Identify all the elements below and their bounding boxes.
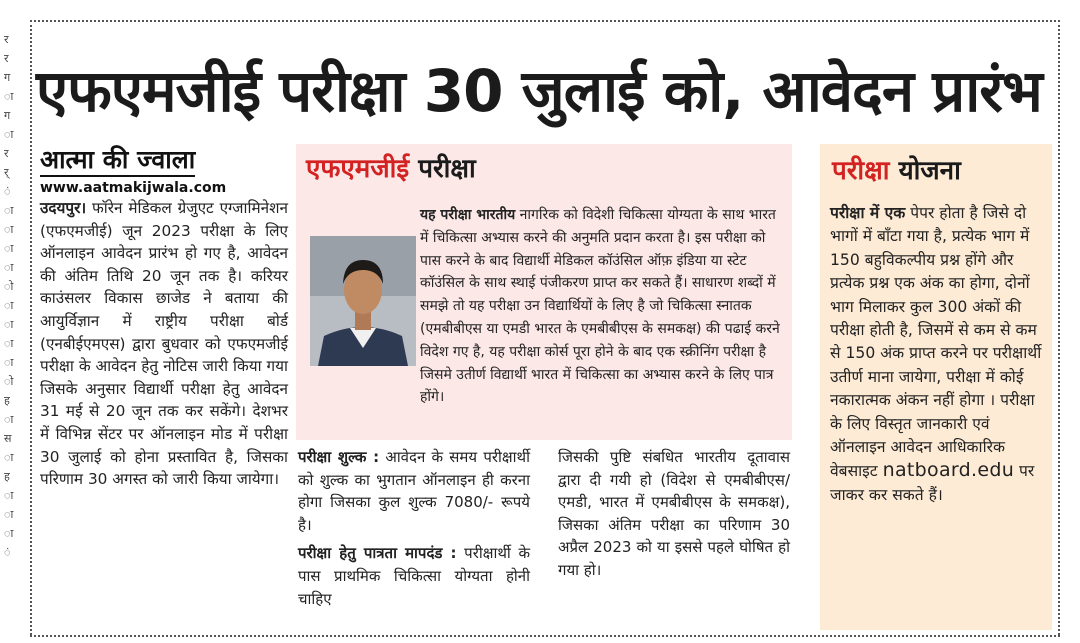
person-portrait-icon: [310, 236, 416, 366]
fee-label: परीक्षा शुल्क :: [298, 448, 380, 466]
scheme-title-dark: योजना: [898, 156, 961, 186]
exam-scheme-box: [820, 144, 1052, 630]
title-dark-part: परीक्षा: [418, 154, 476, 184]
main-story-body: फॉरेन मेडिकल ग्रेजुएट एग्जामिनेशन (एफएमजीई) जून 2023 परीक्षा के लिए ऑनलाइन आवेदन प्रारंभ हो गए है, आवेदन की अंतिम तिथि 20 जून तक है। करियर काउंसलर विकास छाजेड ने बताया की आयुर्विज्ञान में राष्ट्रीय परीक्षा बोर्ड (एनबीईएमएस) द्वारा बुधवार को एफएमजीई परीक्षा के आवेदन हेतु नोटिस जारी किया गया जिसके अनुसार विद्यार्थी परीक्षा हेतु आवेदन 31 मई से 20 जून तक कर सकेंगे। देशभर में विभिन्न सेंटर पर ऑनलाइन मोड में परीक्षा 30 जुलाई को होना प्रस्तावित है, जिसका परिणाम 30 अगस्त को जारी किया जायेगा।: [40, 199, 288, 489]
scheme-box-title: [832, 154, 961, 188]
eligibility-body: परीक्षार्थी के पास प्राथमिक चिकित्सा योग्यता होनी चाहिए: [298, 544, 530, 608]
eligibility-paragraph: [298, 542, 530, 610]
main-story: [40, 197, 288, 491]
scheme-title-red: परीक्षा: [832, 156, 890, 186]
top-dotted-border: [30, 20, 1060, 22]
fmge-box-title: [306, 152, 476, 186]
fmge-info-box: [296, 144, 792, 440]
headline: एफएमजीई परीक्षा 30 जुलाई को, आवेदन प्रारंभ: [36, 57, 1042, 125]
dateline: उदयपुर।: [40, 199, 87, 217]
adjacent-column-fragment: र र ग ा ग ा र र् ं ा ा ा ा ो ा ा ा ा ो ह ा स ा ह ा ा ा ं: [4, 33, 14, 559]
counselor-photo: [310, 236, 416, 366]
scheme-body: पेपर होता है जिसे दो भागों में बाँटा गया है, प्रत्येक भाग में 150 बहुविकल्पीय प्रश्न होंगे और प्रत्येक प्रश्न एक अंक का होगा, दोनों भाग मिलाकर कुल 300 अंकों की परीक्षा होती है, जिसमें से कम से कम से 150 अंक प्राप्त करने पर परीक्षार्थी उतीर्ण माना जायेगा, परीक्षा में कोई नकारात्मक अंकन नहीं होगा । परीक्षा के लिए विस्तृत जानकारी एवं ऑनलाइन आवेदन आधिकारिक वेबसाइट: [830, 204, 1042, 481]
bottom-dotted-border: [30, 635, 1060, 637]
brand-block: [40, 146, 290, 197]
scheme-box-text: [830, 202, 1044, 507]
fee-body: आवेदन के समय परीक्षार्थी को शुल्क का भुगतान ऑनलाइन ही करना होगा जिसका कुल शुल्क 7080/- रूपये है।: [298, 448, 530, 534]
scheme-website-url: natboard.edu: [882, 459, 1015, 482]
fmge-body: नागरिक को विदेशी चिकित्सा योग्यता के साथ भारत में चिकित्सा अभ्यास करने की अनुमति प्रदान करता है। इस परीक्षा को पास करने के बाद विद्यार्थी मेडिकल कॉउंसिल ऑफ़ इंडिया या स्टेट कॉउंसिल के साथ स्थाई पंजीकरण प्राप्त कर सकते हैं। साधारण शब्दों में समझे तो यह परीक्षा उन विद्यार्थियों के लिए है जो चिकित्सा स्नातक (एमबीबीएस या एमडी भारत के एमबीबीएस के समकक्ष) की पढाई करने विदेश गए है, यह परीक्षा कोर्स पूरा होने के बाद एक स्क्रीनिंग परीक्षा है जिसमे उतीर्ण विद्यार्थी भारत में चिकित्सा का अभ्यास करने के लिए पात्र होंगे।: [420, 207, 780, 406]
fmge-lead: यह परीक्षा भारतीय: [420, 207, 516, 223]
fee-and-eligibility: [298, 446, 530, 610]
scheme-lead: परीक्षा में एक: [830, 204, 906, 222]
scheme-tail: पर जाकर कर सकते हैं।: [830, 462, 1035, 504]
brand-url: www.aatmakijwala.com: [40, 180, 227, 196]
fee-paragraph: [298, 446, 530, 536]
left-dotted-border: [30, 20, 32, 635]
eligibility-continued: जिसकी पुष्टि संबधित भारतीय दूतावास द्वारा दी गयी हो (विदेश से एमबीबीएस/एमडी, भारत में एमबीबीएस के समकक्ष), जिसका अंतिम परीक्षा का परिणाम 30 अप्रैल 2023 को या इससे पहले घोषित हो गया हो।: [558, 448, 790, 579]
brand-name: आत्मा की ज्वाला: [40, 146, 195, 177]
title-red-part: एफएमजीई: [306, 154, 410, 184]
eligibility-label: परीक्षा हेतु पात्रता मापदंड :: [298, 544, 457, 563]
